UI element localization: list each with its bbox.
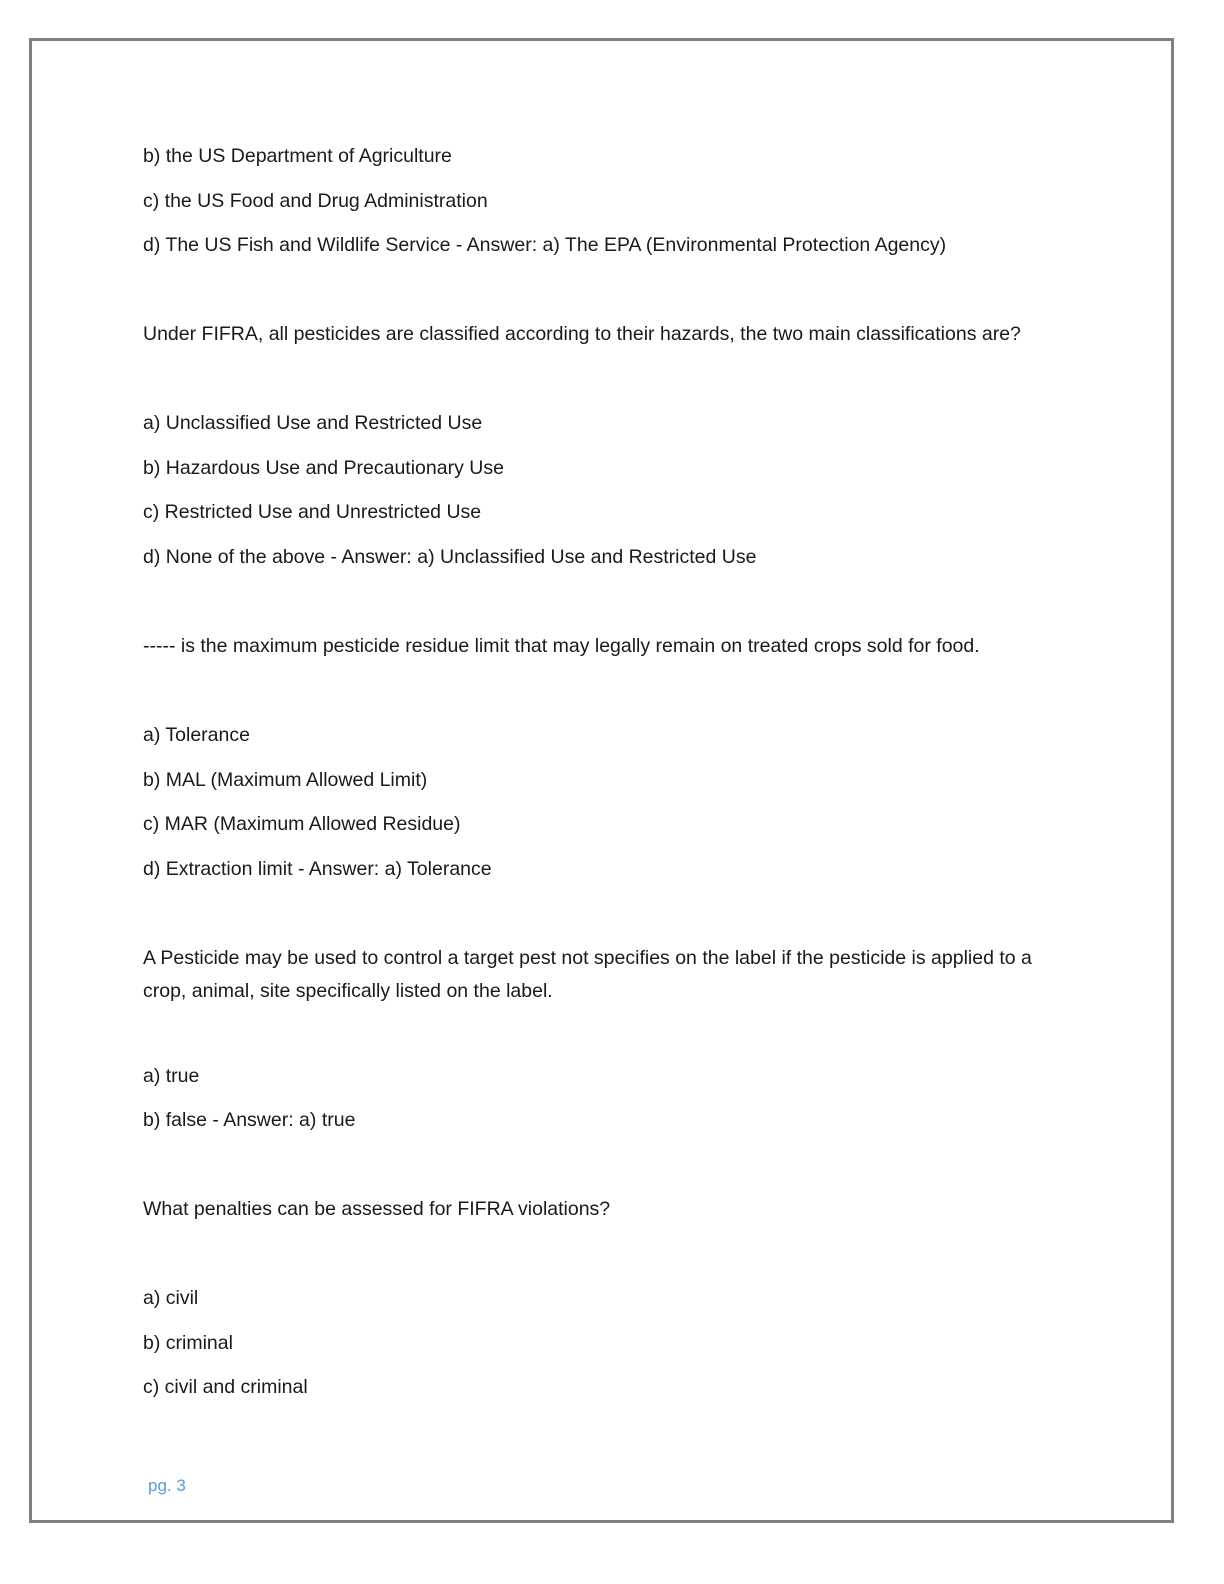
option-line: b) MAL (Maximum Allowed Limit) [143, 769, 428, 791]
option-line: c) civil and criminal [143, 1376, 308, 1398]
option-line: a) true [143, 1065, 200, 1087]
option-line: a) civil [143, 1287, 199, 1309]
page-number: pg. 3 [148, 1476, 186, 1495]
option-line: b) criminal [143, 1332, 233, 1354]
option-line: c) MAR (Maximum Allowed Residue) [143, 813, 461, 835]
answer-line: d) None of the above - Answer: a) Unclassified Use and Restricted Use [143, 546, 757, 568]
question-text: ----- is the maximum pesticide residue limit that may legally remain on treated crops sold for food. [143, 635, 980, 657]
option-line: a) Unclassified Use and Restricted Use [143, 412, 483, 434]
option-line: b) Hazardous Use and Precautionary Use [143, 457, 504, 479]
option-line: c) the US Food and Drug Administration [143, 190, 488, 212]
option-line: a) Tolerance [143, 724, 250, 746]
answer-line: d) Extraction limit - Answer: a) Tolerance [143, 858, 492, 880]
question-text: A Pesticide may be used to control a target pest not specifies on the label if the pesticide is applied to a [143, 947, 1032, 969]
question-text: Under FIFRA, all pesticides are classified according to their hazards, the two main classifications are? [143, 323, 1021, 345]
option-line: b) the US Department of Agriculture [143, 145, 452, 167]
answer-line: d) The US Fish and Wildlife Service - Answer: a) The EPA (Environmental Protection Agency) [143, 234, 947, 256]
option-line: c) Restricted Use and Unrestricted Use [143, 501, 482, 523]
question-text: crop, animal, site specifically listed on the label. [143, 980, 553, 1002]
question-text: What penalties can be assessed for FIFRA violations? [143, 1198, 611, 1220]
answer-line: b) false - Answer: a) true [143, 1109, 356, 1131]
